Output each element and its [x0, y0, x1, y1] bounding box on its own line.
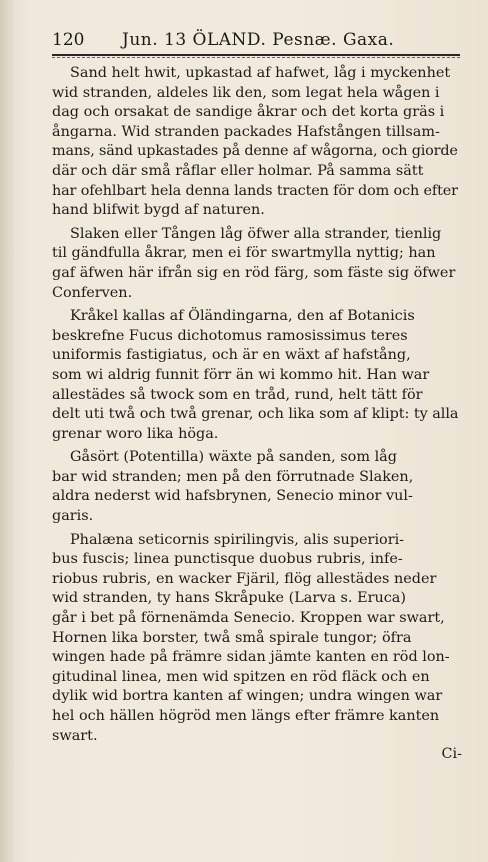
text-line: wid stranden, aldeles lik den, som legat hela wågen i [52, 84, 440, 101]
page-header [52, 30, 462, 52]
text-line: aldra nederst wid hafsbrynen, Senecio minor vul- [52, 488, 413, 505]
paragraph [52, 531, 462, 747]
text-line: swart. [52, 727, 98, 744]
paragraph [52, 448, 462, 526]
header-rule-ornament [52, 57, 460, 58]
paragraph [52, 225, 462, 303]
page-body-text [52, 64, 462, 750]
text-line: gitudinal linea, men wid spitzen en röd fläck och en [52, 668, 430, 685]
text-line: Conferven. [52, 284, 133, 301]
text-line: delt uti twå och twå grenar, och lika som af klipt: ty alla [52, 406, 459, 423]
text-line: riobus rubris, en wacker Fjäril, flög allestädes neder [52, 570, 437, 587]
text-line: Gåsört (Potentilla) wäxte på sanden, som låg [70, 449, 397, 466]
catchword: Ci- [441, 746, 462, 762]
paragraph [52, 307, 462, 444]
text-line: gaf äfwen här ifrån sig en röd färg, som fäste sig öfwer [52, 264, 456, 281]
text-line: Hornen lika borster, twå små spirale tungor; öfra [52, 629, 412, 646]
page-gutter-edge [0, 0, 14, 862]
text-line: har ofehlbart hela denna lands tracten för dom och efter [52, 182, 458, 199]
text-line: beskrefne Fucus dichotomus ramosissimus teres [52, 327, 408, 344]
text-line: grenar woro lika höga. [52, 425, 219, 442]
text-line: uniformis fastigiatus, och är en wäxt af hafstång, [52, 347, 411, 364]
text-line: går i bet på förnenämda Senecio. Kroppen war swart, [52, 610, 445, 627]
text-line: ångarna. Wid stranden packades Hafstången tillsam- [52, 123, 440, 140]
text-line: dag och orsakat de sandige åkrar och det korta gräs i [52, 104, 445, 121]
text-line: allestädes så twock som en tråd, rund, helt tätt för [52, 386, 423, 403]
page-number: 120 [52, 30, 85, 50]
text-line: bus fuscis; linea punctisque duobus rubris, infe- [52, 551, 403, 568]
text-line: Slaken eller Tången låg öfwer alla strander, tienlig [70, 225, 442, 242]
text-line: garis. [52, 508, 94, 525]
text-line: hel och hällen högröd men längs efter främre kanten [52, 708, 440, 724]
text-line: där och där små råflar eller holmar. På samma sätt [52, 162, 424, 179]
text-line: wid stranden, ty hans Skråpuke (Larva s. Eruca) [52, 590, 406, 607]
header-rule [52, 54, 460, 56]
text-line: dylik wid bortra kanten af wingen; undra wingen war [52, 688, 443, 705]
text-line: mans, sänd upkastades på denne af wågorna, och giorde [52, 143, 458, 160]
text-line: bar wid stranden; men på den förrutnade Slaken, [52, 468, 414, 485]
text-line: Sand helt hwit, upkastad af hafwet, låg i myckenhet [70, 65, 451, 81]
text-line: hand blifwit bygd af naturen. [52, 202, 265, 219]
text-line: wingen hade på främre sidan jämte kanten en röd lon- [52, 649, 450, 666]
text-line: Phalæna seticornis spirilingvis, alis superiori- [70, 531, 405, 548]
text-line: Kråkel kallas af Öländingarna, den af Botanicis [70, 308, 415, 325]
text-line: til gändfulla åkrar, men ei för swartmylla nyttig; han [52, 245, 436, 262]
paragraph [52, 64, 462, 221]
running-head: Jun. 13 ÖLAND. Pesnæ. Gaxa. [122, 30, 395, 50]
text-line: som wi aldrig funnit förr än wi kommo hit. Han war [52, 366, 430, 383]
